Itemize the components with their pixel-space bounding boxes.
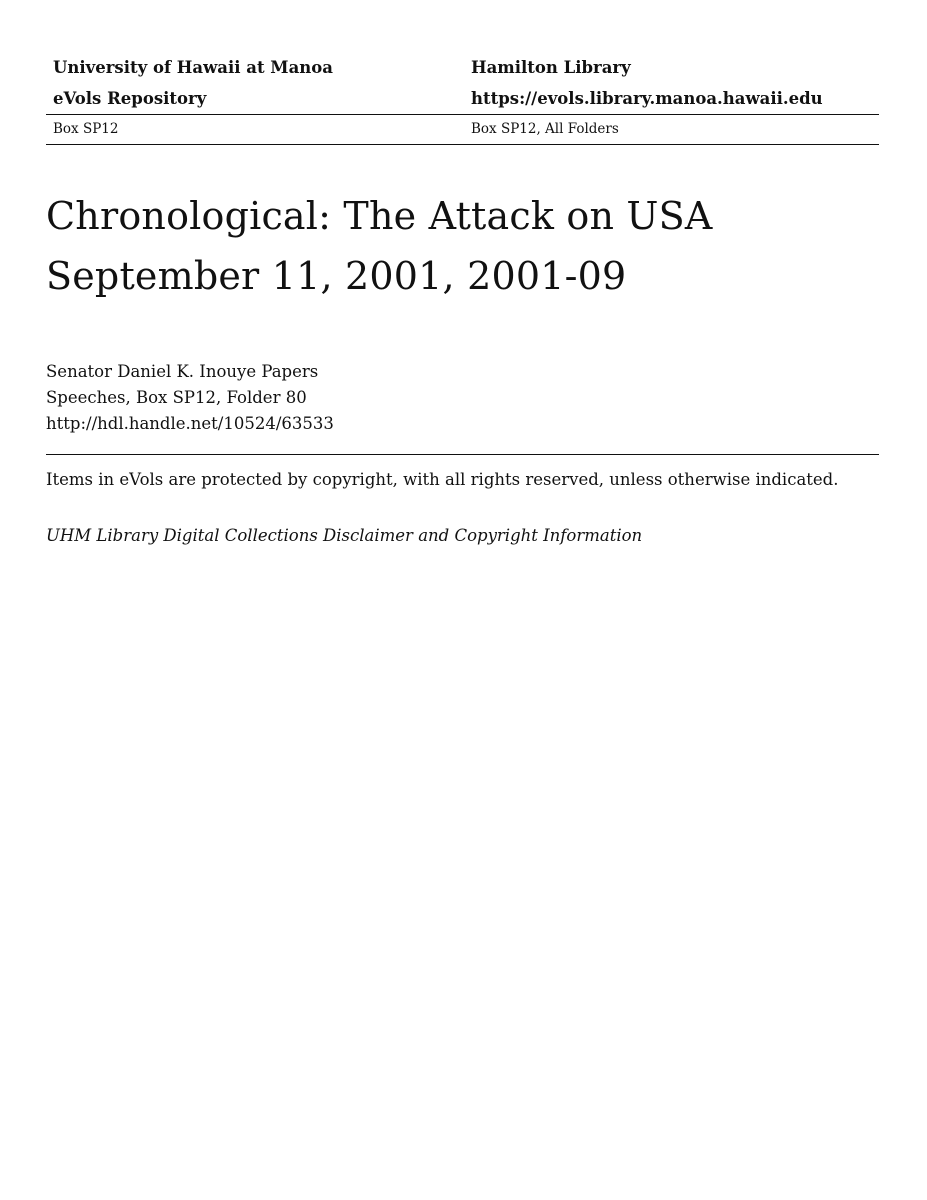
institution-name: University of Hawaii at Manoa [53, 58, 333, 77]
header-row-1 [46, 52, 879, 83]
rights-statement: Items in eVols are protected by copyright, with all rights reserved, unless otherwise indicated. [46, 470, 839, 489]
collection-name: Senator Daniel K. Inouye Papers [46, 362, 319, 381]
document-metadata [46, 359, 334, 437]
handle-link[interactable]: http://hdl.handle.net/10524/63533 [46, 414, 334, 433]
title-line-2: September 11, 2001, 2001-09 [46, 254, 627, 298]
repository-name: eVols Repository [53, 89, 207, 108]
metadata-divider [46, 454, 879, 455]
header-divider-bottom [46, 144, 879, 145]
title-line-1: Chronological: The Attack on USA [46, 194, 713, 238]
folder-location: Speeches, Box SP12, Folder 80 [46, 388, 307, 407]
document-title [46, 186, 879, 306]
header-table [46, 52, 879, 145]
disclaimer-link[interactable]: UHM Library Digital Collections Disclaimer and Copyright Information [46, 526, 643, 545]
header-row-3 [46, 115, 879, 144]
header-row-2 [46, 83, 879, 114]
repository-url[interactable]: https://evols.library.manoa.hawaii.edu [471, 89, 823, 108]
library-name: Hamilton Library [471, 58, 631, 77]
box-label: Box SP12 [53, 121, 119, 137]
folders-label: Box SP12, All Folders [471, 121, 619, 137]
